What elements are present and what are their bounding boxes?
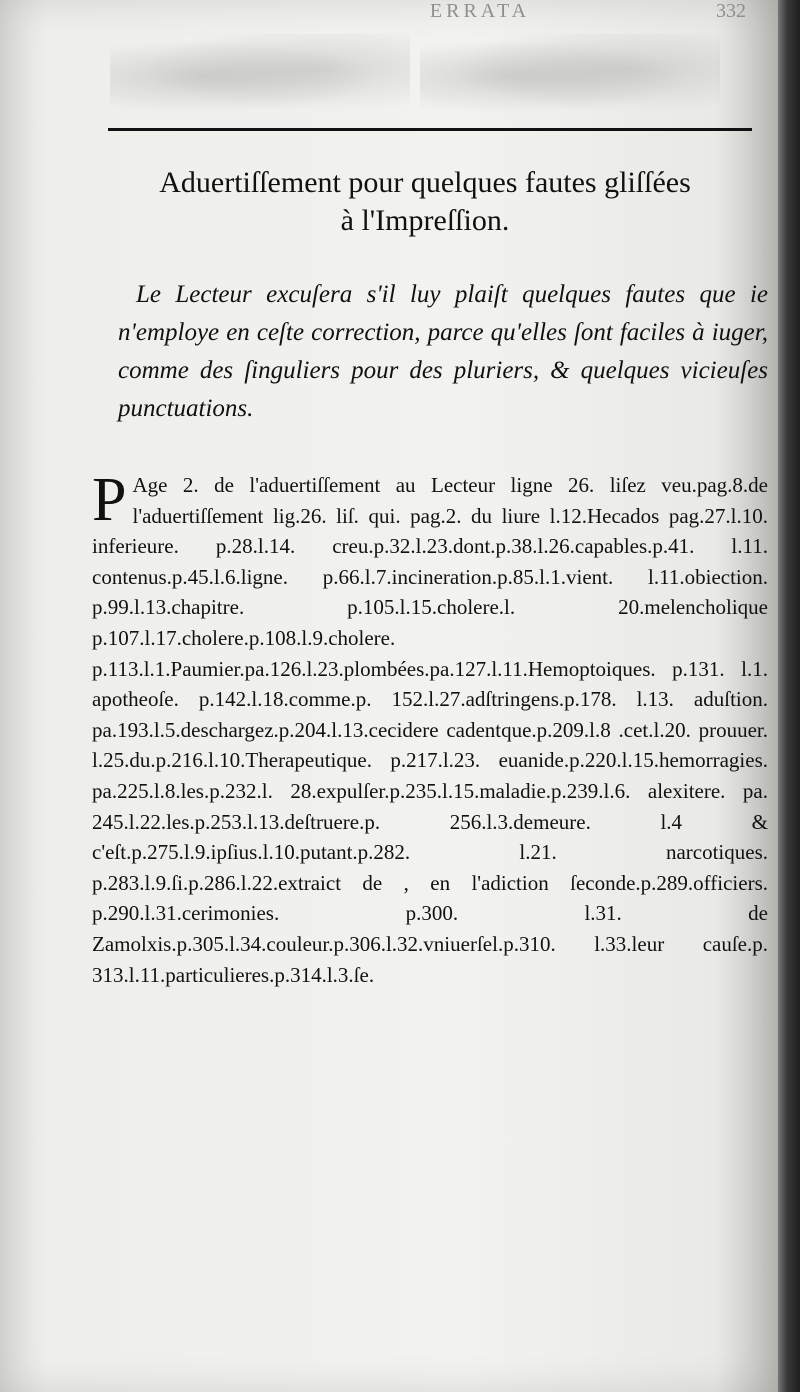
drop-cap: P [92, 466, 127, 534]
title-line-1: Aduertiſſement pour quelques fautes gliſſées [159, 166, 691, 199]
errata-title [80, 164, 770, 240]
errata-list [92, 466, 768, 990]
page-number: 332 [716, 0, 746, 22]
page-edge-shadow [778, 0, 800, 1392]
title-line-2: à l'Impreſſion. [340, 204, 510, 237]
headpiece-ornament-right [420, 34, 720, 120]
header-rule [108, 128, 752, 131]
headpiece-ornament-left [110, 34, 410, 120]
running-head: ERRATA [429, 0, 531, 22]
reader-notice: Le Lecteur excuſera s'il luy plaiſt quelques fautes que ie n'employe en ceſte correction, parce qu'elles ſont faciles à iuger, comme des ſinguliers pour des pluriers, & quelques vicieuſes punctuations. [118, 281, 768, 422]
errata-text: Age 2. de l'aduertiſſement au Lecteur ligne 26. liſez veu.pag.8.de l'aduertiſſement lig.26. liſ. qui. pag.2. du liure l.12.Hecados pag.27.l.10. inferieure. p.28.l.14. creu.p.32.l.23.dont.p.38.l.26.capables.p.41. l.11. contenus.p.45.l.6.ligne. p.66.l.7.incineration.p.85.l.1.vient. l.11.obiection. p.99.l.13.chapitre. p.105.l.15.cholere.l. 20.melencholique p.107.l.17.cholere.p.108.l.9.cholere. p.113.l.1.Paumier.pa.126.l.23.plombées.pa.127.l.11.Hemoptoiques. p.131. l.1. apotheoſe. p.142.l.18.comme.p. 152.l.27.adſtringens.p.178. l.13. aduſtion. pa.193.l.5.deschargez.p.204.l.13.cecidere cadentque.p.209.l.8 .cet.l.20. prouuer. l.25.du.p.216.l.10.Therapeutique. p.217.l.23. euanide.p.220.l.15.hemorragies. pa.225.l.8.les.p.232.l. 28.expulſer.p.235.l.15.maladie.p.239.l.6. alexitere. pa. 245.l.22.les.p.253.l.13.deſtruere.p. 256.l.3.demeure. l.4 & c'eſt.p.275.l.9.ipſius.l.10.putant.p.282. l.21. narcotiques. p.283.l.9.ſi.p.286.l.22.extraict de , en l'adiction ſeconde.p.289.officiers. p.290.l.31.cerimonies. p.300. l.31. de Zamolxis.p.305.l.34.couleur.p.306.l.32.vniuerſel.p.310. l.33.leur cauſe.p. 313.l.11.particulieres.p.314.l.3.ſe. [92, 473, 768, 987]
